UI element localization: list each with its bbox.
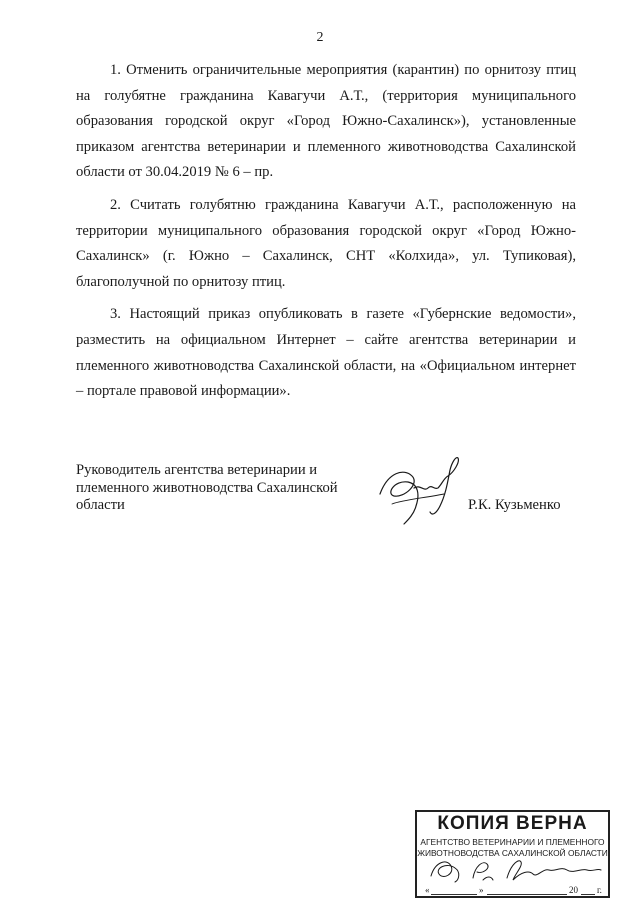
- page-number: 2: [316, 30, 324, 45]
- paragraph-3: 3. Настоящий приказ опубликовать в газете «Губернские ведомости», разместить на официальном Интернет – сайте агентства ветеринарии и племенного животноводства Сахалинской области, на «Официальном интернет – портале правовой информации».: [76, 306, 576, 400]
- stamp-date-year-line: [581, 894, 595, 895]
- stamp-date-row: [421, 884, 604, 896]
- stamp-title: КОПИЯ ВЕРНА: [437, 813, 588, 834]
- paragraph-2: 2. Считать голубятню гражданина Кавагучи А.Т., расположенную на территории муниципального образования городской округ «Город Южно-Сахалинск» (г. Южно – Сахалинск, СНТ «Колхида», ул. Тупиковая), благополучной по орнитозу птиц.: [76, 196, 576, 290]
- stamp-line-2: ЖИВОТНОВОДСТВА САХАЛИНСКОЙ ОБЛАСТИ: [417, 848, 608, 858]
- stamp-handwritten-signature: [425, 854, 605, 884]
- signature-block: [76, 462, 576, 532]
- stamp-date-open-quote: «: [425, 885, 430, 895]
- certified-copy-stamp: [415, 810, 610, 898]
- stamp-date-suffix: г.: [597, 885, 602, 895]
- signer-title-line-3: области: [76, 497, 125, 513]
- signer-title-line-1: Руководитель агентства ветеринарии и: [76, 462, 318, 478]
- stamp-date-month-line: [487, 894, 567, 895]
- signer-title-line-2: племенного животноводства Сахалинской: [76, 479, 338, 496]
- stamp-line-1: АГЕНТСТВО ВЕТЕРИНАРИИ И ПЛЕМЕННОГО: [420, 837, 605, 847]
- stamp-date-year: 20: [569, 885, 578, 895]
- signer-name: Р.К. Кузьменко: [468, 497, 561, 513]
- stamp-date-day-line: [431, 894, 477, 895]
- handwritten-signature: [374, 454, 474, 530]
- signer-title: [76, 462, 366, 515]
- paragraph-1: 1. Отменить ограничительные мероприятия (карантин) по орнитозу птиц на голубятне гражданина Кавагучи А.Т., (территория муниципального образования городской округ «Город Южно-Сахалинск»), установленные приказом агентства ветеринарии и племенного животноводства Сахалинской области от 30.04.2019 № 6 – пр.: [76, 62, 576, 181]
- document-body: [76, 58, 576, 412]
- stamp-date-close-quote: »: [479, 885, 484, 895]
